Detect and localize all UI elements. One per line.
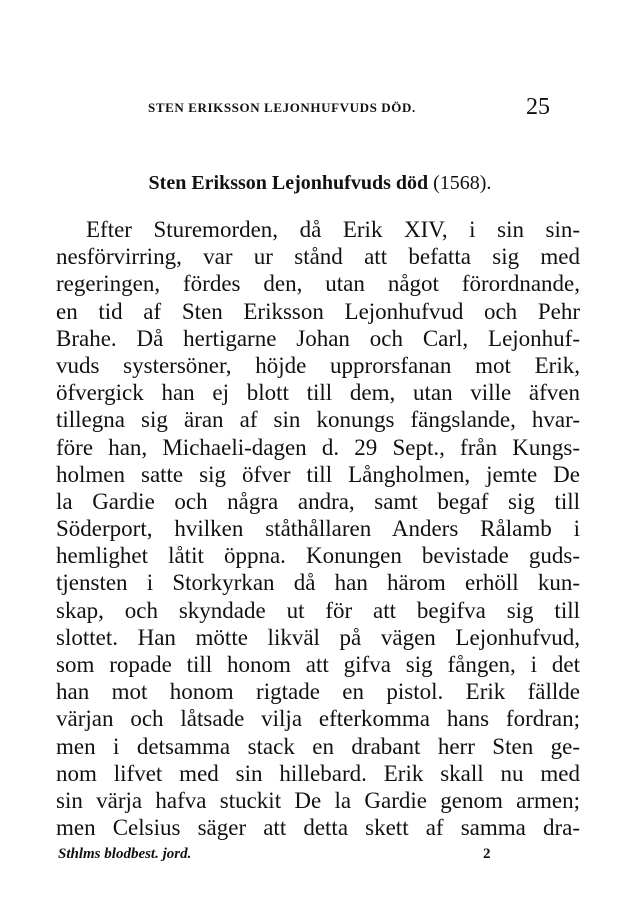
text-line: holmen satte sig öfver till Långholmen, jemte De bbox=[56, 461, 580, 487]
page-number: 25 bbox=[526, 94, 550, 120]
text-line: före han, Michaeli-dagen d. 29 Sept., från Kungs- bbox=[56, 434, 580, 460]
chapter-year: (1568). bbox=[433, 172, 492, 194]
text-line: vuds systersöner, höjde upprorsfanan mot Erik, bbox=[56, 352, 580, 378]
text-line: regeringen, fördes den, utan något förordnande, bbox=[56, 271, 580, 297]
text-line: en tid af Sten Eriksson Lejonhufvud och Pehr bbox=[56, 298, 580, 324]
running-head: STEN ERIKSSON LEJONHUFVUDS DÖD. bbox=[148, 100, 416, 115]
text-line: Efter Sturemorden, då Erik XIV, i sin sin- bbox=[86, 217, 580, 242]
chapter-title-text: Sten Eriksson Lejonhufvuds död bbox=[148, 172, 429, 194]
signature-mark: Sthlms blodbest. jord. bbox=[58, 846, 192, 862]
text-line: men i detsamma stack en drabant herr Sten ge- bbox=[56, 733, 580, 759]
text-line: la Gardie och några andra, samt begaf sig till bbox=[56, 488, 580, 514]
page-footer bbox=[58, 846, 518, 863]
text-line: öfvergick han ej blott till dem, utan ville äfven bbox=[56, 380, 580, 406]
text-line: skap, och skyndade ut för att begifva sig till bbox=[56, 597, 580, 623]
body-paragraph bbox=[56, 216, 580, 841]
text-line: tillegna sig äran af sin konungs fängslande, hvar- bbox=[56, 407, 580, 433]
text-line: tjensten i Storkyrkan då han härom erhöll kun- bbox=[56, 570, 580, 596]
text-line: hemlighet låtit öppna. Konungen bevistade guds- bbox=[56, 543, 580, 569]
text-line: nesförvirring, var ur stånd att befatta sig med bbox=[56, 244, 580, 270]
chapter-title bbox=[0, 172, 640, 195]
text-line: han mot honom rigtade en pistol. Erik fällde bbox=[56, 679, 580, 705]
text-line: men Celsius säger att detta skett af samma dra- bbox=[56, 815, 580, 841]
text-line: sin värja hafva stuckit De la Gardie genom armen; bbox=[56, 787, 580, 813]
text-line: slottet. Han mötte likväl på vägen Lejonhufvud, bbox=[56, 624, 580, 650]
text-line: värjan och låtsade vilja efterkomma hans fordran; bbox=[56, 706, 580, 732]
text-line: som ropade till honom att gifva sig fången, i det bbox=[56, 652, 580, 677]
text-line: Söderport, hvilken ståthållaren Anders Rålamb i bbox=[56, 516, 580, 542]
text-line: Brahe. Då hertigarne Johan och Carl, Lejonhuf- bbox=[56, 325, 580, 351]
sheet-number: 2 bbox=[483, 846, 491, 862]
text-line: nom lifvet med sin hillebard. Erik skall nu med bbox=[56, 760, 580, 786]
